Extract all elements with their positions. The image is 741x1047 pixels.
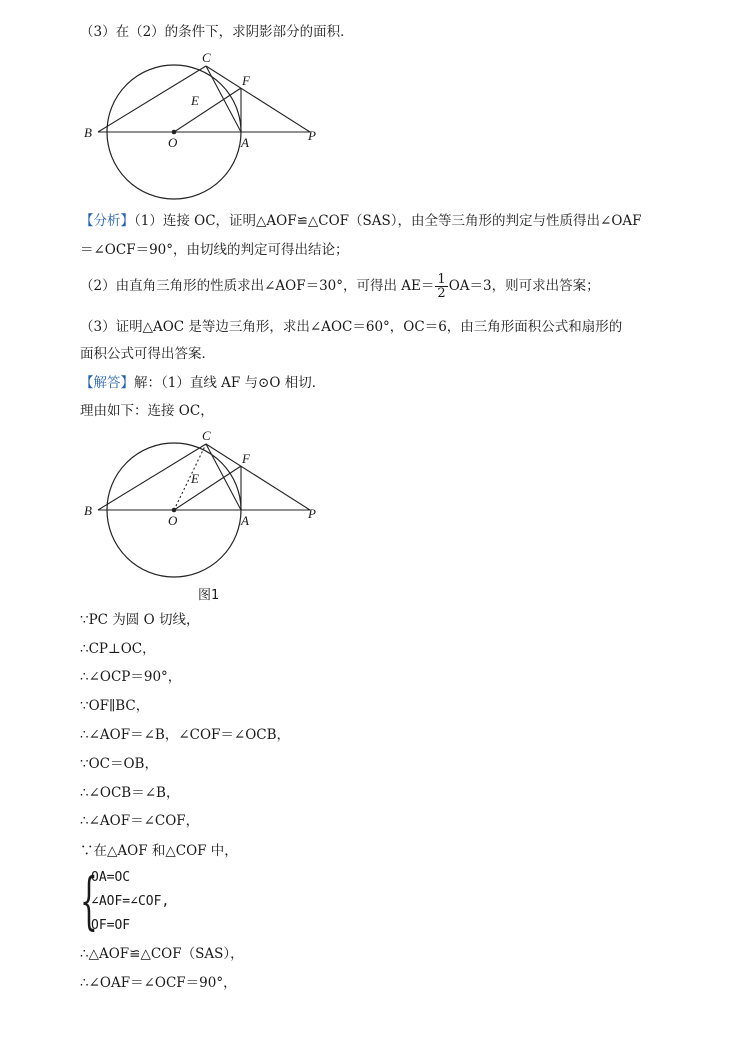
label-c: C [202,50,211,65]
left-brace: { [80,864,98,937]
system-row-1: OA=OC [91,870,131,885]
fraction-denominator: 2 [437,286,446,301]
analysis-line-4: （3）证明△AOC 是等边三角形，求出∠AOC＝60°，OC＝6，由三角形面积公式和扇形的 [80,319,623,335]
answer-tag: 【解答】 [80,375,134,391]
line-ca [206,66,241,132]
answer-line-1 [80,373,325,393]
step-13: ∴△AOF≌△COF（SAS）， [80,946,244,962]
figure-caption: 图1 [198,588,220,603]
step-4: ∵OF∥BC， [80,698,150,714]
line-ca [206,444,241,510]
line-cp [206,66,310,132]
center-dot [172,130,177,135]
analysis-2-post: OA＝3，则可求出答案； [448,278,600,294]
label-p: P [308,128,316,143]
label-o: O [168,135,178,150]
analysis-2-pre: （2）由直角三角形的性质求出∠AOF＝30°，可得出 AE＝ [80,278,435,294]
analysis-line-1 [80,211,642,231]
step-14: ∴∠OAF＝∠OCF＝90°， [80,975,237,991]
analysis-text-1: （1）连接 OC，证明△AOF≌△COF（SAS），由全等三角形的判定与性质得出∠OAF [134,213,642,229]
analysis-tag: 【分析】 [80,213,134,229]
label-p: P [308,506,316,521]
label-f: F [242,73,250,88]
line-of [174,466,241,510]
step-3: ∴∠OCP＝90°， [80,669,182,685]
step-7: ∴∠OCB＝∠B， [80,785,180,801]
step-5: ∴∠AOF＝∠B，∠COF＝∠OCB， [80,727,291,743]
system-row-3: OF=OF [91,918,131,933]
step-2: ∴CP⊥OC， [80,641,156,657]
step-1: ∵PC 为圆 O 切线， [80,612,200,628]
label-e: E [191,471,199,486]
geometry-figure-top [78,50,328,202]
answer-text-1: 解：（1）直线 AF 与⊙O 相切． [134,375,326,391]
fraction-half [435,273,447,300]
question-3: （3）在（2）的条件下，求阴影部分的面积． [80,24,354,40]
analysis-line-3 [80,272,600,300]
reason-line: 理由如下：连接 OC， [80,403,214,419]
geometry-figure-1 [78,428,328,580]
label-c: C [202,428,211,443]
center-dot [172,508,177,513]
line-cp [206,444,310,510]
analysis-line-2: ＝∠OCF＝90°，由切线的判定可得出结论； [80,242,349,258]
label-a: A [241,135,249,150]
label-f: F [242,451,250,466]
label-b: B [84,125,92,140]
line-of [174,88,241,132]
step-8: ∴∠AOF＝∠COF， [80,813,200,829]
system-row-2: ∠AOF=∠COF, [91,894,170,909]
label-a: A [241,513,249,528]
analysis-line-5: 面积公式可得出答案． [80,346,215,362]
equation-system [80,864,240,938]
label-e: E [191,93,199,108]
step-6: ∵OC＝OB， [80,756,158,772]
label-o: O [168,513,178,528]
label-b: B [84,503,92,518]
step-9: ∵在△AOF 和△COF 中， [80,843,238,859]
fraction-numerator: 1 [437,272,446,287]
